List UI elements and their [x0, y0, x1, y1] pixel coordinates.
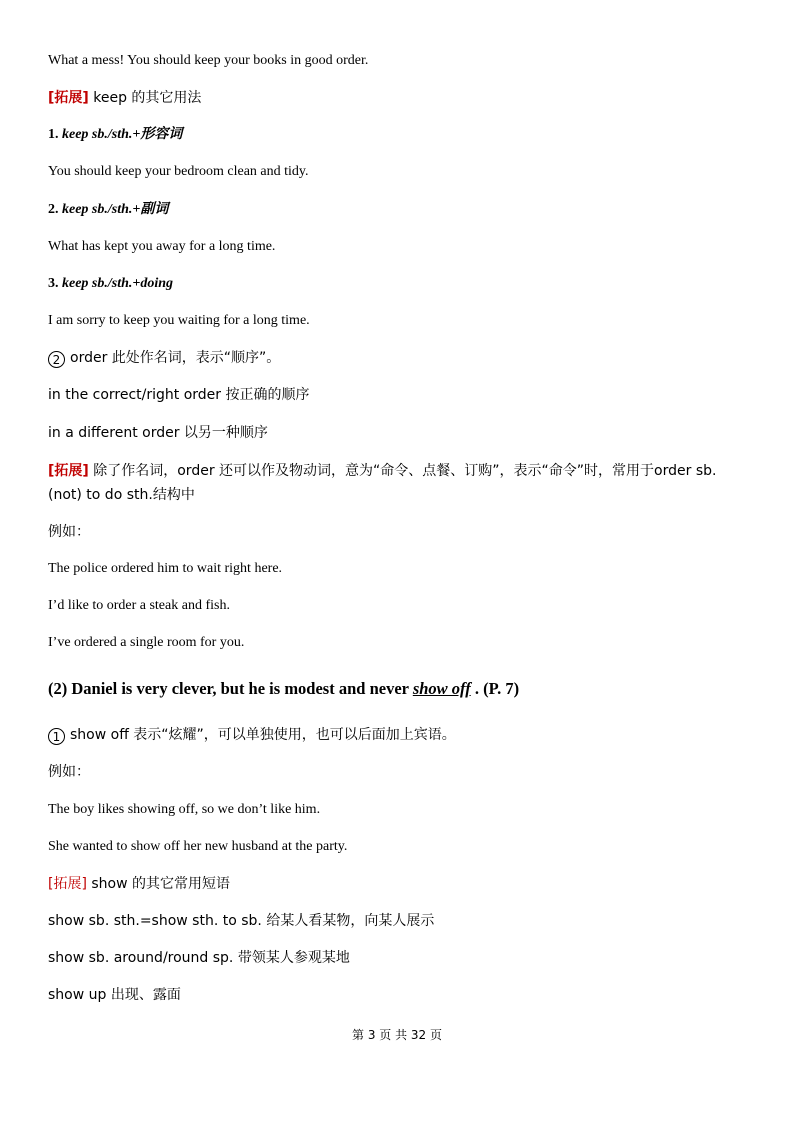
- example-sentence: The police ordered him to wait right here.: [48, 561, 283, 576]
- example-sentence: I am sorry to keep you waiting for a long time.: [48, 313, 310, 328]
- page-footer: 第 3 页 共 32 页: [352, 1028, 442, 1042]
- section-heading-page: . (P. 7): [470, 679, 520, 698]
- section-heading-text: (2) Daniel is very clever, but he is modest and never: [48, 679, 413, 698]
- extension-heading-text: keep 的其它用法: [88, 90, 202, 106]
- example-sentence: You should keep your bedroom clean and tidy.: [48, 164, 309, 179]
- usage-pattern: keep sb./sth.+形容词: [62, 127, 183, 142]
- extension-paragraph-text: 除了作名词，order 还可以作及物动词，意为“命令、点餐、订购”，表示“命令”时，常用于order sb. (not) to do sth.结构中: [48, 463, 717, 503]
- example-sentence: I’ve ordered a single room for you.: [48, 635, 245, 650]
- key-phrase: show off: [412, 679, 471, 698]
- example-sentence: The boy likes showing off, so we don’t like him.: [48, 802, 321, 817]
- usage-number: 3.: [48, 276, 62, 291]
- phrase-line: show sb. sth.=show sth. to sb. 给某人看某物，向某人展示: [48, 913, 435, 929]
- phrase-line: show sb. around/round sp. 带领某人参观某地: [48, 950, 350, 966]
- extension-tag: [拓展]: [48, 90, 89, 106]
- example-sentence: What a mess! You should keep your books in good order.: [48, 53, 369, 68]
- note-line: [48, 725, 754, 745]
- extension-tag: [拓展]: [48, 876, 87, 892]
- circled-number: 2: [48, 351, 65, 368]
- phrase-line: show up 出现、露面: [48, 987, 181, 1003]
- extension-heading-text: show 的其它常用短语: [86, 876, 231, 892]
- example-sentence: I’d like to order a steak and fish.: [48, 598, 230, 613]
- example-sentence: What has kept you away for a long time.: [48, 239, 276, 254]
- phrase-line: in the correct/right order 按正确的顺序: [48, 387, 310, 403]
- note-line: [48, 348, 754, 368]
- usage-pattern: keep sb./sth.+副词: [62, 202, 169, 217]
- usage-pattern: keep sb./sth.+doing: [62, 276, 174, 291]
- example-sentence: She wanted to show off her new husband at the party.: [48, 839, 348, 854]
- usage-subheading: [48, 125, 754, 145]
- extension-heading: [48, 88, 754, 108]
- extension-paragraph: [48, 459, 750, 507]
- example-label: 例如：: [48, 764, 90, 780]
- usage-number: 2.: [48, 202, 62, 217]
- extension-heading: [48, 874, 754, 894]
- note-text: order 此处作名词，表示“顺序”。: [70, 350, 281, 366]
- note-text: show off 表示“炫耀”，可以单独使用，也可以后面加上宾语。: [70, 727, 456, 743]
- phrase-line: in a different order 以另一种顺序: [48, 425, 268, 441]
- usage-subheading: [48, 274, 754, 294]
- section-heading: [48, 678, 754, 700]
- usage-subheading: [48, 200, 754, 220]
- example-label: 例如：: [48, 524, 90, 540]
- usage-number: 1.: [48, 127, 62, 142]
- circled-number: 1: [48, 728, 65, 745]
- extension-tag: [拓展]: [48, 463, 89, 479]
